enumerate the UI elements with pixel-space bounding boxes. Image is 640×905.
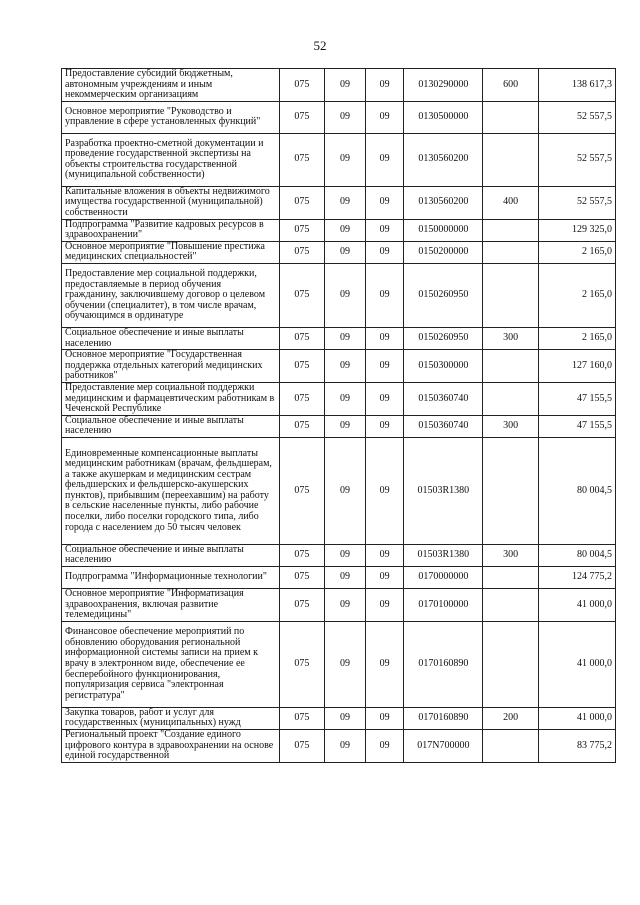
table-row: [62, 241, 616, 263]
section-code: 09: [324, 382, 365, 415]
target-article: 0150260950: [404, 327, 483, 349]
amount: 52 557,5: [538, 186, 615, 219]
row-name: Финансовое обеспечение мероприятий по обновлению оборудования региональной информационной системы записи на прием к врачу в электронном виде, обеспечение ее бесперебойного функционирования, популяризация сервиса "электронная регистратура": [62, 621, 280, 707]
target-article: 0150360740: [404, 415, 483, 437]
subsection-code: 09: [366, 707, 404, 729]
expense-type: [483, 567, 538, 589]
table-row: [62, 263, 616, 327]
table-row: [62, 707, 616, 729]
amount: 129 325,0: [538, 219, 615, 241]
table-row: [62, 544, 616, 566]
target-article: 0130560200: [404, 133, 483, 186]
ministry-code: 075: [279, 382, 324, 415]
target-article: 017N700000: [404, 730, 483, 763]
row-name: Социальное обеспечение и иные выплаты населению: [62, 327, 280, 349]
table-row: [62, 350, 616, 383]
section-code: 09: [324, 219, 365, 241]
expense-type: 300: [483, 327, 538, 349]
expense-type: [483, 263, 538, 327]
ministry-code: 075: [279, 544, 324, 566]
ministry-code: 075: [279, 621, 324, 707]
table-row: [62, 101, 616, 133]
section-code: 09: [324, 327, 365, 349]
expense-type: [483, 437, 538, 544]
ministry-code: 075: [279, 589, 324, 622]
amount: 124 775,2: [538, 567, 615, 589]
amount: 52 557,5: [538, 101, 615, 133]
section-code: 09: [324, 133, 365, 186]
amount: 80 004,5: [538, 437, 615, 544]
subsection-code: 09: [366, 621, 404, 707]
target-article: 0130290000: [404, 69, 483, 102]
subsection-code: 09: [366, 730, 404, 763]
target-article: 0130500000: [404, 101, 483, 133]
subsection-code: 09: [366, 589, 404, 622]
subsection-code: 09: [366, 350, 404, 383]
table-row: [62, 186, 616, 219]
subsection-code: 09: [366, 437, 404, 544]
row-name: Предоставление мер социальной поддержки, предоставляемые в период обучения гражданину, заключившему договор о целевом обучении (специалитет), в том числе врачам, обучающимся в ординатуре: [62, 263, 280, 327]
section-code: 09: [324, 544, 365, 566]
amount: 47 155,5: [538, 382, 615, 415]
target-article: 0170000000: [404, 567, 483, 589]
expense-type: 300: [483, 415, 538, 437]
ministry-code: 075: [279, 707, 324, 729]
target-article: 0170100000: [404, 589, 483, 622]
amount: 41 000,0: [538, 707, 615, 729]
table-row: [62, 415, 616, 437]
section-code: 09: [324, 730, 365, 763]
subsection-code: 09: [366, 241, 404, 263]
row-name: Закупка товаров, работ и услуг для государственных (муниципальных) нужд: [62, 707, 280, 729]
ministry-code: 075: [279, 567, 324, 589]
budget-table: [61, 68, 616, 763]
row-name: Предоставление субсидий бюджетным, автономным учреждениям и иным некоммерческим организациям: [62, 69, 280, 102]
row-name: Предоставление мер социальной поддержки медицинским и фармацевтическим работникам в Чеченской Республике: [62, 382, 280, 415]
section-code: 09: [324, 186, 365, 219]
subsection-code: 09: [366, 327, 404, 349]
amount: 2 165,0: [538, 327, 615, 349]
row-name: Основное мероприятие "Информатизация здравоохранения, включая развитие телемедицины": [62, 589, 280, 622]
row-name: Подпрограмма "Информационные технологии": [62, 567, 280, 589]
ministry-code: 075: [279, 730, 324, 763]
ministry-code: 075: [279, 101, 324, 133]
expense-type: 200: [483, 707, 538, 729]
table-row: [62, 133, 616, 186]
ministry-code: 075: [279, 350, 324, 383]
section-code: 09: [324, 437, 365, 544]
amount: 127 160,0: [538, 350, 615, 383]
section-code: 09: [324, 101, 365, 133]
row-name: Социальное обеспечение и иные выплаты населению: [62, 415, 280, 437]
table-row: [62, 382, 616, 415]
row-name: Основное мероприятие "Повышение престижа медицинских специальностей": [62, 241, 280, 263]
amount: 2 165,0: [538, 263, 615, 327]
target-article: 0150260950: [404, 263, 483, 327]
table-row: [62, 621, 616, 707]
row-name: Основное мероприятие "Государственная поддержка отдельных категорий медицинских работников": [62, 350, 280, 383]
row-name: Капитальные вложения в объекты недвижимого имущества государственной (муниципальной) собственности: [62, 186, 280, 219]
expense-type: 600: [483, 69, 538, 102]
subsection-code: 09: [366, 69, 404, 102]
target-article: 0150200000: [404, 241, 483, 263]
target-article: 0170160890: [404, 621, 483, 707]
row-name: Разработка проектно-сметной документации и проведение государственной экспертизы на объекты строительства государственной (муниципальной собственности): [62, 133, 280, 186]
subsection-code: 09: [366, 263, 404, 327]
subsection-code: 09: [366, 544, 404, 566]
expense-type: [483, 241, 538, 263]
expense-type: [483, 730, 538, 763]
expense-type: 300: [483, 544, 538, 566]
row-name: Региональный проект "Создание единого цифрового контура в здравоохранении на основе единой государственной: [62, 730, 280, 763]
target-article: 0170160890: [404, 707, 483, 729]
amount: 80 004,5: [538, 544, 615, 566]
section-code: 09: [324, 350, 365, 383]
section-code: 09: [324, 263, 365, 327]
amount: 47 155,5: [538, 415, 615, 437]
section-code: 09: [324, 415, 365, 437]
section-code: 09: [324, 707, 365, 729]
table-row: [62, 567, 616, 589]
amount: 138 617,3: [538, 69, 615, 102]
subsection-code: 09: [366, 415, 404, 437]
row-name: Основное мероприятие "Руководство и управление в сфере установленных функций": [62, 101, 280, 133]
section-code: 09: [324, 567, 365, 589]
ministry-code: 075: [279, 219, 324, 241]
table-row: [62, 219, 616, 241]
expense-type: [483, 589, 538, 622]
section-code: 09: [324, 69, 365, 102]
table-row: [62, 589, 616, 622]
expense-type: [483, 621, 538, 707]
ministry-code: 075: [279, 186, 324, 219]
subsection-code: 09: [366, 219, 404, 241]
row-name: Единовременные компенсационные выплаты медицинским работникам (врачам, фельдшерам, а также акушеркам и медицинским сестрам фельдшерских и фельдшерско-акушерских пунктов), прибывшим (переехавшим) на работу в сельские населенные пункты, либо рабочие поселки, либо поселки городского типа, либо города с населением до 50 тысяч человек: [62, 437, 280, 544]
row-name: Социальное обеспечение и иные выплаты населению: [62, 544, 280, 566]
amount: 83 775,2: [538, 730, 615, 763]
ministry-code: 075: [279, 327, 324, 349]
row-name: Подпрограмма "Развитие кадровых ресурсов в здравоохранении": [62, 219, 280, 241]
expense-type: [483, 101, 538, 133]
section-code: 09: [324, 621, 365, 707]
ministry-code: 075: [279, 437, 324, 544]
subsection-code: 09: [366, 101, 404, 133]
expense-type: [483, 382, 538, 415]
ministry-code: 075: [279, 263, 324, 327]
expense-type: [483, 133, 538, 186]
subsection-code: 09: [366, 382, 404, 415]
section-code: 09: [324, 589, 365, 622]
target-article: 01503R1380: [404, 437, 483, 544]
table-row: [62, 730, 616, 763]
amount: 41 000,0: [538, 589, 615, 622]
target-article: 0150360740: [404, 382, 483, 415]
section-code: 09: [324, 241, 365, 263]
ministry-code: 075: [279, 69, 324, 102]
table-row: [62, 437, 616, 544]
ministry-code: 075: [279, 415, 324, 437]
subsection-code: 09: [366, 186, 404, 219]
expense-type: [483, 219, 538, 241]
table-row: [62, 327, 616, 349]
expense-type: [483, 350, 538, 383]
ministry-code: 075: [279, 241, 324, 263]
amount: 2 165,0: [538, 241, 615, 263]
ministry-code: 075: [279, 133, 324, 186]
table-row: [62, 69, 616, 102]
target-article: 0150300000: [404, 350, 483, 383]
subsection-code: 09: [366, 133, 404, 186]
page-number: 52: [313, 38, 327, 53]
budget-table-body: [62, 69, 616, 763]
target-article: 0130560200: [404, 186, 483, 219]
amount: 52 557,5: [538, 133, 615, 186]
target-article: 01503R1380: [404, 544, 483, 566]
target-article: 0150000000: [404, 219, 483, 241]
subsection-code: 09: [366, 567, 404, 589]
amount: 41 000,0: [538, 621, 615, 707]
expense-type: 400: [483, 186, 538, 219]
